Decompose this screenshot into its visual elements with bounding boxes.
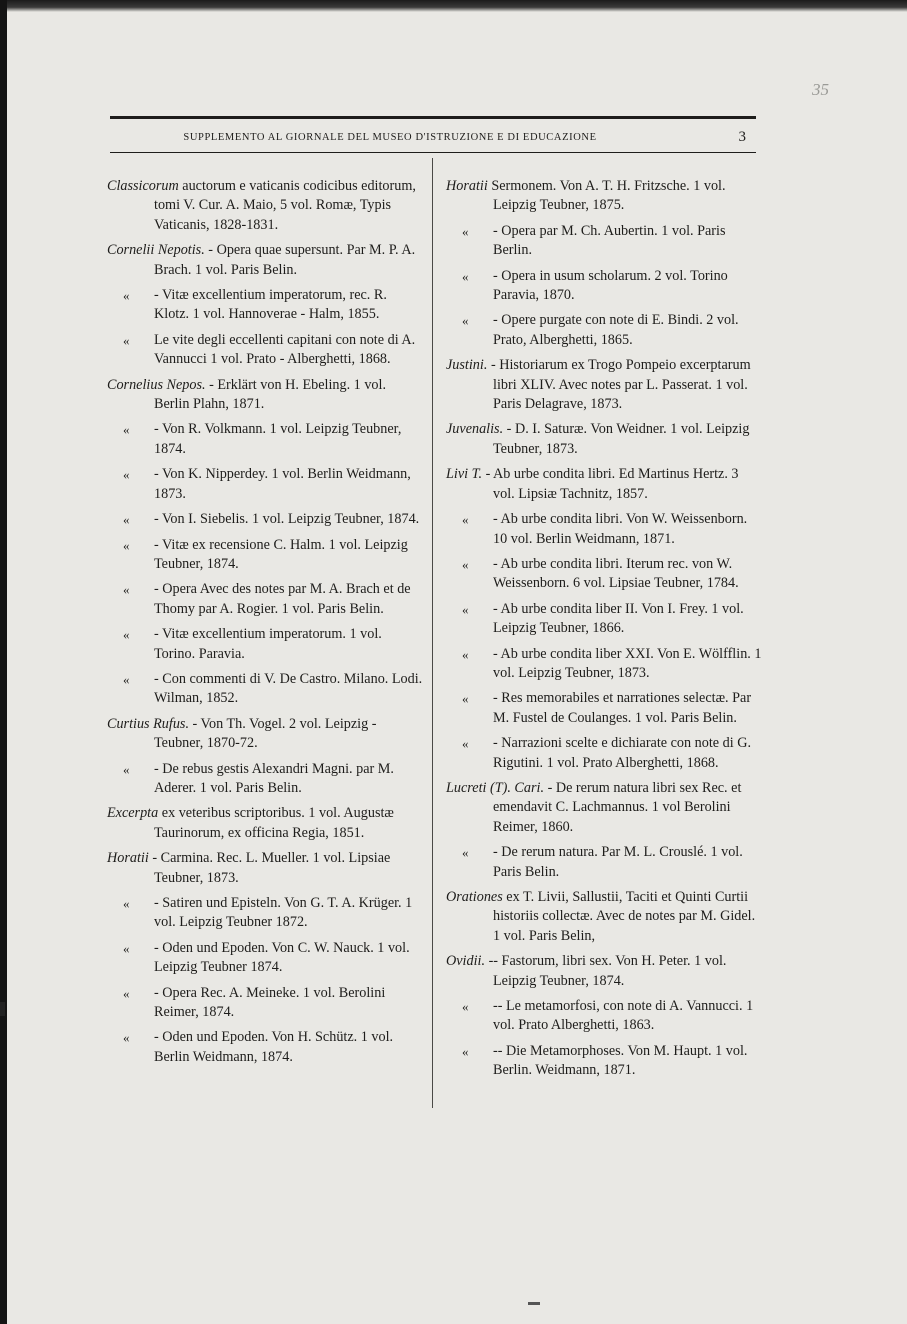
bibliography-subentry <box>107 510 423 529</box>
bibliography-subentry <box>446 645 762 684</box>
page-number: 3 <box>738 129 746 145</box>
entry-author: Justini. <box>446 357 488 374</box>
bibliography-subentry <box>107 286 423 325</box>
ditto-mark: « <box>462 512 469 528</box>
entry-author: Classicorum <box>107 178 179 194</box>
bibliography-subentry <box>107 420 423 459</box>
entry-text: - Oden und Epoden. Von C. W. Nauck. 1 vol. Leipzig Teubner 1874. <box>154 939 410 976</box>
ditto-mark: « <box>123 512 130 528</box>
entry-author: Excerpta <box>107 805 159 822</box>
ditto-mark: « <box>462 691 469 707</box>
entry-text: ex veteribus scriptoribus. 1 vol. Augustæ Taurinorum, ex officina Regia, 1851. <box>154 805 394 841</box>
bibliography-subentry <box>446 600 762 639</box>
bibliography-entry <box>446 356 762 414</box>
entry-text: - Carmina. Rec. L. Mueller. 1 vol. Lipsiae Teubner, 1873. <box>148 850 391 886</box>
ditto-mark: « <box>123 940 130 956</box>
bibliography-subentry <box>107 760 423 799</box>
ditto-mark: « <box>462 601 469 617</box>
ditto-mark: « <box>123 288 130 304</box>
entry-text: auctorum e vaticanis codicibus editorum, tomi V. Cur. A. Maio, 5 vol. Romæ, Typis Vaticanis, 1828-1831. <box>154 178 416 233</box>
bibliography-entry <box>446 465 762 504</box>
ditto-mark: « <box>462 999 469 1015</box>
entry-text: - Ab urbe condita libri. Iterum rec. von W. Weissenborn. 6 vol. Lipsiae Teubner, 1784. <box>493 555 739 592</box>
bibliography-entry <box>446 177 762 216</box>
scan-top-edge <box>0 0 907 12</box>
entry-text: - Con commenti di V. De Castro. Milano. Lodi. Wilman, 1852. <box>154 670 423 707</box>
ditto-mark: « <box>462 223 469 239</box>
bibliography-subentry <box>107 894 423 933</box>
bibliography-entry <box>446 952 762 991</box>
bibliography-subentry <box>107 625 423 664</box>
entry-text: - Von I. Siebelis. 1 vol. Leipzig Teubner, 1874. <box>154 511 420 528</box>
bibliography-subentry <box>446 689 762 728</box>
entry-text: - Von K. Nipperdey. 1 vol. Berlin Weidmann, 1873. <box>154 466 411 502</box>
running-title: SUPPLEMENTO AL GIORNALE DEL MUSEO D'ISTRUZIONE E DI EDUCAZIONE <box>183 132 597 143</box>
bibliography-subentry <box>107 670 423 709</box>
ditto-mark: « <box>123 627 130 643</box>
column-divider <box>432 158 433 1108</box>
entry-author: Cornelius Nepos. <box>107 376 206 393</box>
entry-text: - Opera Rec. A. Meineke. 1 vol. Berolini Reimer, 1874. <box>154 984 386 1021</box>
bibliography-subentry <box>446 222 762 261</box>
entry-text: - D. I. Saturæ. Von Weidner. 1 vol. Leipzig Teubner, 1873. <box>493 421 750 457</box>
entry-text: - Res memorabiles et narrationes selectæ. Par M. Fustel de Coulanges. 1 vol. Paris Belin. <box>493 690 752 726</box>
entry-text: - Historiarum ex Trogo Pompeio excerptarum libri XLIV. Avec notes par L. Passerat. 1 vol. Paris Delagrave, 1873. <box>487 357 751 413</box>
entry-text: - Narrazioni scelte e dichiarate con note di G. Rigutini. 1 vol. Prato Alberghetti, 1868. <box>493 735 752 771</box>
entry-text: -- Fastorum, libri sex. Von H. Peter. 1 vol. Leipzig Teubner, 1874. <box>485 953 727 989</box>
entry-author: Horatii <box>446 178 488 194</box>
ditto-mark: « <box>462 646 469 662</box>
entry-author: Cornelii Nepotis. <box>107 242 205 259</box>
entry-text: - Oden und Epoden. Von H. Schütz. 1 vol. Berlin Weidmann, 1874. <box>154 1029 394 1065</box>
entry-text: - Ab urbe condita libri. Von W. Weissenborn. 10 vol. Berlin Weidmann, 1871. <box>493 511 748 547</box>
entry-text: - Vitæ excellentium imperatorum, rec. R. Klotz. 1 vol. Hannoverae - Halm, 1855. <box>154 287 387 323</box>
ditto-mark: « <box>123 985 130 1001</box>
bibliography-entry <box>107 376 423 415</box>
running-head <box>110 129 756 147</box>
entry-text: - Ab urbe condita liber II. Von I. Frey. 1 vol. Leipzig Teubner, 1866. <box>493 600 744 637</box>
bibliography-subentry <box>107 580 423 619</box>
ditto-mark: « <box>123 537 130 553</box>
scan-speck <box>528 1302 540 1305</box>
entry-text: Le vite degli eccellenti capitani con note di A. Vannucci 1 vol. Prato - Alberghetti, 1868. <box>154 331 416 368</box>
ditto-mark: « <box>123 1030 130 1046</box>
entry-author: Orationes <box>446 889 503 905</box>
entry-text: - Von Th. Vogel. 2 vol. Leipzig - Teubner, 1870-72. <box>154 715 377 752</box>
ditto-mark: « <box>462 556 469 572</box>
entry-text: - Vitæ excellentium imperatorum. 1 vol. Torino. Paravia. <box>154 626 382 662</box>
ditto-mark: « <box>123 582 130 598</box>
bibliography-entry <box>107 715 423 754</box>
bibliography-subentry <box>446 734 762 773</box>
header-rule-bottom <box>110 152 756 153</box>
ditto-mark: « <box>123 761 130 777</box>
entry-author: Lucreti (T). Cari. <box>446 779 545 796</box>
scan-left-edge <box>0 0 7 1324</box>
bibliography-entry <box>107 177 423 235</box>
entry-text: - Opera Avec des notes par M. A. Brach et de Thomy par A. Rogier. 1 vol. Paris Belin. <box>154 581 411 617</box>
header-rule-top <box>110 116 756 119</box>
entry-text: ex T. Livii, Sallustii, Taciti et Quinti Curtii historiis collectæ. Avec de notes par M. Gidel. 1 vol. Paris Belin, <box>493 889 756 944</box>
entry-author: Livi T. <box>446 466 483 483</box>
bibliography-entry <box>446 779 762 837</box>
entry-text: - Satiren und Episteln. Von G. T. A. Krüger. 1 vol. Leipzig Teubner 1872. <box>154 895 413 931</box>
ditto-mark: « <box>462 313 469 329</box>
entry-text: - De rerum natura libri sex Rec. et emendavit C. Lachmannus. 1 vol Berolini Reimer, 1860. <box>493 779 742 835</box>
bibliography-entry <box>107 849 423 888</box>
bibliography-subentry <box>446 997 762 1036</box>
entry-text: - Erklärt von H. Ebeling. 1 vol. Berlin Plahn, 1871. <box>154 376 386 413</box>
handwritten-folio: 35 <box>812 80 829 99</box>
entry-text: - Opera par M. Ch. Aubertin. 1 vol. Paris Berlin. <box>493 222 726 259</box>
bibliography-subentry <box>446 267 762 306</box>
ditto-mark: « <box>123 467 130 483</box>
ditto-mark: « <box>462 268 469 284</box>
ditto-mark: « <box>123 671 130 687</box>
ditto-mark: « <box>462 736 469 752</box>
bibliography-entry <box>107 241 423 280</box>
entry-text: -- Le metamorfosi, con note di A. Vannucci. 1 vol. Prato Alberghetti, 1863. <box>493 998 754 1034</box>
right-column <box>446 177 762 1087</box>
bibliography-subentry <box>107 939 423 978</box>
bibliography-subentry <box>107 1028 423 1067</box>
bibliography-subentry <box>107 984 423 1023</box>
bibliography-subentry <box>446 510 762 549</box>
bibliography-subentry <box>446 555 762 594</box>
ditto-mark: « <box>123 896 130 911</box>
entry-text: - Opera quae supersunt. Par M. P. A. Brach. 1 vol. Paris Belin. <box>154 242 416 278</box>
left-column <box>107 177 423 1073</box>
bibliography-subentry <box>107 331 423 370</box>
bibliography-subentry <box>446 843 762 882</box>
entry-text: Sermonem. Von A. T. H. Fritzsche. 1 vol. Leipzig Teubner, 1875. <box>487 178 726 214</box>
ditto-mark: « <box>123 422 130 438</box>
ditto-mark: « <box>462 1043 469 1059</box>
entry-text: - Opere purgate con note di E. Bindi. 2 vol. Prato, Alberghetti, 1865. <box>493 312 739 348</box>
entry-text: -- Die Metamorphoses. Von M. Haupt. 1 vol. Berlin. Weidmann, 1871. <box>493 1042 748 1079</box>
bibliography-entry <box>446 888 762 946</box>
entry-text: - Opera in usum scholarum. 2 vol. Torino Paravia, 1870. <box>493 267 728 304</box>
ditto-mark: « <box>462 845 469 861</box>
entry-text: - Ab urbe condita liber XXI. Von E. Wölfflin. 1 vol. Leipzig Teubner, 1873. <box>493 645 762 681</box>
entry-text: - Ab urbe condita libri. Ed Martinus Hertz. 3 vol. Lipsiæ Tachnitz, 1857. <box>482 466 739 502</box>
bibliography-entry <box>446 420 762 459</box>
bibliography-subentry <box>446 311 762 350</box>
bibliography-subentry <box>446 1042 762 1081</box>
bibliography-entry <box>107 804 423 843</box>
entry-text: - Von R. Volkmann. 1 vol. Leipzig Teubner, 1874. <box>154 421 402 457</box>
margin-mark <box>0 1002 5 1016</box>
entry-author: Horatii <box>107 850 149 867</box>
entry-text: - De rebus gestis Alexandri Magni. par M. Aderer. 1 vol. Paris Belin. <box>154 760 394 796</box>
entry-author: Ovidii. <box>446 953 486 970</box>
entry-text: - De rerum natura. Par M. L. Crouslé. 1 vol. Paris Belin. <box>493 844 743 880</box>
entry-text: - Vitæ ex recensione C. Halm. 1 vol. Leipzig Teubner, 1874. <box>154 536 408 572</box>
entry-author: Juvenalis. <box>446 421 504 438</box>
bibliography-subentry <box>107 465 423 504</box>
ditto-mark: « <box>123 332 130 348</box>
entry-author: Curtius Rufus. <box>107 715 189 732</box>
bibliography-subentry <box>107 536 423 575</box>
